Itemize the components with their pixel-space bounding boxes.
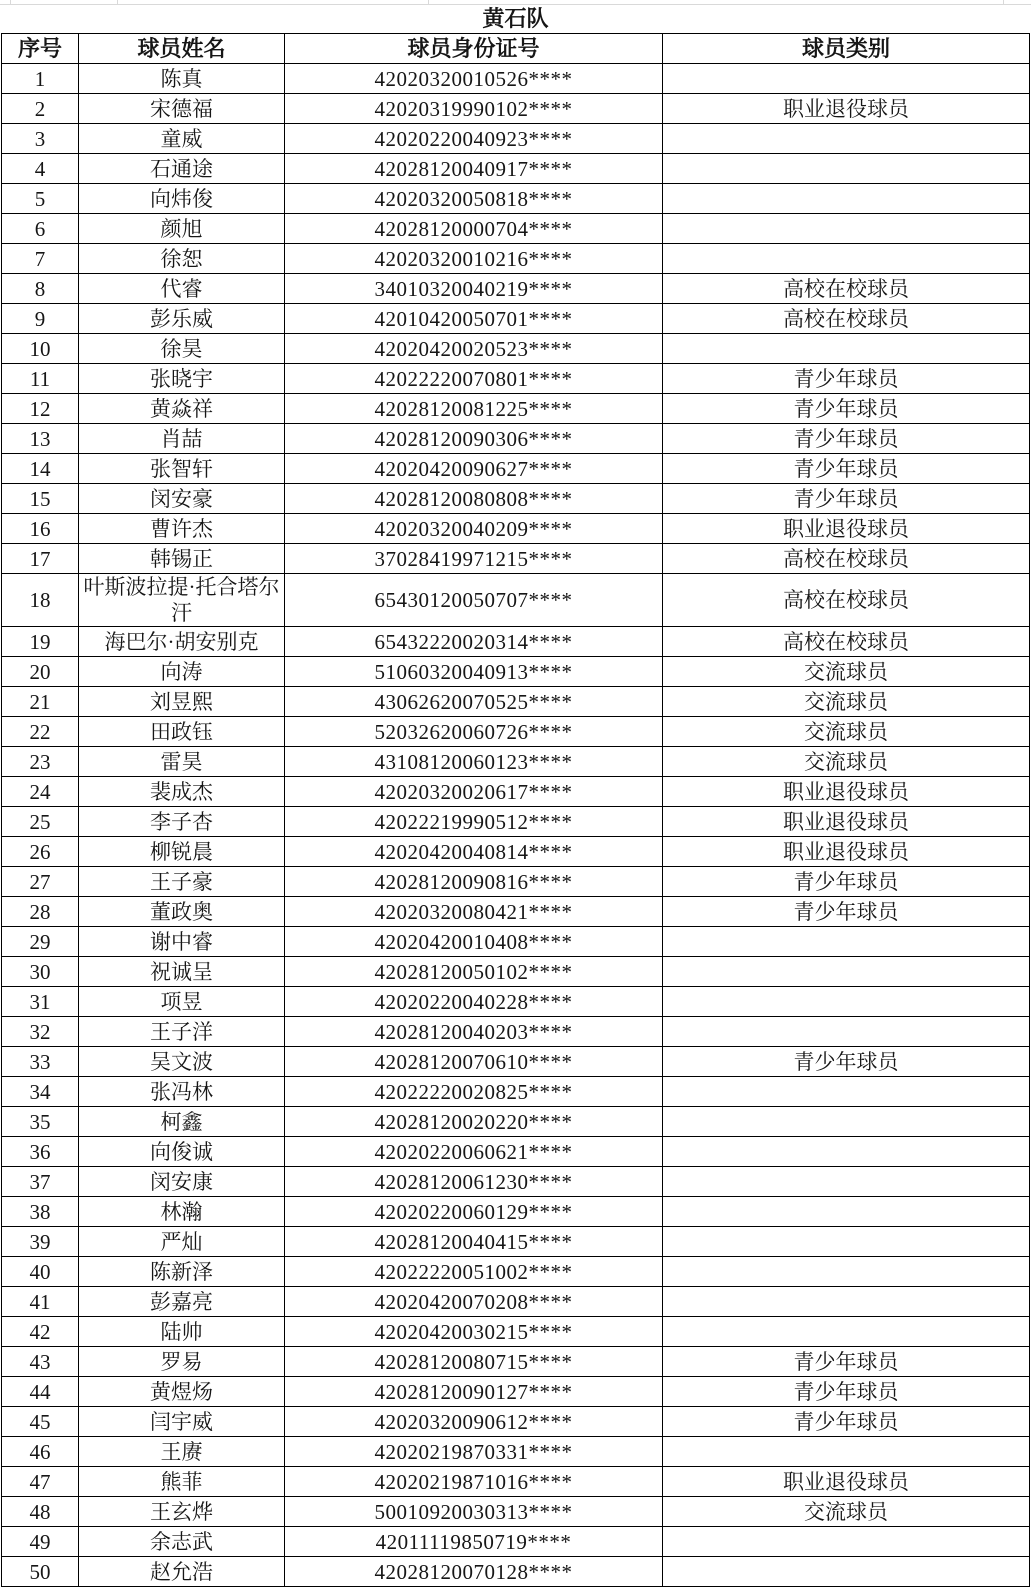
player-id-cell: 65432220020314**** bbox=[285, 627, 663, 657]
player-name-cell: 柯鑫 bbox=[79, 1107, 285, 1137]
table-row bbox=[2, 574, 1030, 627]
table-row bbox=[2, 544, 1030, 574]
table-row bbox=[2, 154, 1030, 184]
player-category-cell bbox=[663, 64, 1030, 94]
player-id-cell: 42020420030215**** bbox=[285, 1317, 663, 1347]
row-number-cell: 6 bbox=[2, 214, 79, 244]
table-row bbox=[2, 1047, 1030, 1077]
header-category: 球员类别 bbox=[663, 34, 1030, 64]
table-row bbox=[2, 747, 1030, 777]
player-name-cell: 张晓宇 bbox=[79, 364, 285, 394]
player-category-cell: 交流球员 bbox=[663, 687, 1030, 717]
table-row bbox=[2, 394, 1030, 424]
player-name-cell: 柳锐晨 bbox=[79, 837, 285, 867]
player-name-cell: 宋德福 bbox=[79, 94, 285, 124]
table-row bbox=[2, 1137, 1030, 1167]
player-name-cell: 陈真 bbox=[79, 64, 285, 94]
player-id-cell: 42028120050102**** bbox=[285, 957, 663, 987]
player-name-cell: 闵安豪 bbox=[79, 484, 285, 514]
table-row bbox=[2, 837, 1030, 867]
player-category-cell: 青少年球员 bbox=[663, 1047, 1030, 1077]
row-number-cell: 2 bbox=[2, 94, 79, 124]
row-number-cell: 4 bbox=[2, 154, 79, 184]
player-name-cell: 罗易 bbox=[79, 1347, 285, 1377]
row-number-cell: 10 bbox=[2, 334, 79, 364]
player-id-cell: 42020420070208**** bbox=[285, 1287, 663, 1317]
player-name-cell: 董政奥 bbox=[79, 897, 285, 927]
player-category-cell: 高校在校球员 bbox=[663, 574, 1030, 627]
player-id-cell: 42028120090306**** bbox=[285, 424, 663, 454]
player-category-cell: 职业退役球员 bbox=[663, 777, 1030, 807]
player-id-cell: 42020220060621**** bbox=[285, 1137, 663, 1167]
player-category-cell: 交流球员 bbox=[663, 1497, 1030, 1527]
player-id-cell: 42028120070128**** bbox=[285, 1557, 663, 1587]
row-number-cell: 48 bbox=[2, 1497, 79, 1527]
table-row bbox=[2, 627, 1030, 657]
player-category-cell bbox=[663, 1257, 1030, 1287]
row-number-cell: 15 bbox=[2, 484, 79, 514]
player-name-cell: 徐恕 bbox=[79, 244, 285, 274]
player-id-cell: 42020320090612**** bbox=[285, 1407, 663, 1437]
player-category-cell: 交流球员 bbox=[663, 657, 1030, 687]
table-row bbox=[2, 1017, 1030, 1047]
row-number-cell: 31 bbox=[2, 987, 79, 1017]
player-category-cell bbox=[663, 1107, 1030, 1137]
player-category-cell bbox=[663, 1317, 1030, 1347]
player-name-cell: 海巴尔·胡安别克 bbox=[79, 627, 285, 657]
table-row bbox=[2, 214, 1030, 244]
table-row bbox=[2, 957, 1030, 987]
player-name-cell: 李子杏 bbox=[79, 807, 285, 837]
table-row bbox=[2, 657, 1030, 687]
table-row bbox=[2, 867, 1030, 897]
player-name-cell: 吴文波 bbox=[79, 1047, 285, 1077]
player-name-cell: 刘昱熙 bbox=[79, 687, 285, 717]
player-id-cell: 42020319990102**** bbox=[285, 94, 663, 124]
player-name-cell: 韩锡正 bbox=[79, 544, 285, 574]
player-category-cell: 职业退役球员 bbox=[663, 94, 1030, 124]
table-row bbox=[2, 514, 1030, 544]
player-category-cell: 交流球员 bbox=[663, 747, 1030, 777]
row-number-cell: 33 bbox=[2, 1047, 79, 1077]
row-number-cell: 44 bbox=[2, 1377, 79, 1407]
player-id-cell: 42028120061230**** bbox=[285, 1167, 663, 1197]
row-number-cell: 45 bbox=[2, 1407, 79, 1437]
row-number-cell: 34 bbox=[2, 1077, 79, 1107]
table-row bbox=[2, 124, 1030, 154]
row-number-cell: 38 bbox=[2, 1197, 79, 1227]
player-category-cell: 职业退役球员 bbox=[663, 837, 1030, 867]
table-row bbox=[2, 184, 1030, 214]
player-id-cell: 37028419971215**** bbox=[285, 544, 663, 574]
row-number-cell: 37 bbox=[2, 1167, 79, 1197]
table-row bbox=[2, 454, 1030, 484]
player-category-cell: 青少年球员 bbox=[663, 394, 1030, 424]
row-number-cell: 11 bbox=[2, 364, 79, 394]
player-category-cell bbox=[663, 927, 1030, 957]
row-number-cell: 29 bbox=[2, 927, 79, 957]
player-category-cell bbox=[663, 244, 1030, 274]
player-category-cell bbox=[663, 1197, 1030, 1227]
player-id-cell: 42028120020220**** bbox=[285, 1107, 663, 1137]
player-id-cell: 42028120081225**** bbox=[285, 394, 663, 424]
player-id-cell: 42010420050701**** bbox=[285, 304, 663, 334]
row-number-cell: 18 bbox=[2, 574, 79, 627]
row-number-cell: 43 bbox=[2, 1347, 79, 1377]
player-category-cell: 高校在校球员 bbox=[663, 544, 1030, 574]
player-id-cell: 42020320080421**** bbox=[285, 897, 663, 927]
row-number-cell: 42 bbox=[2, 1317, 79, 1347]
player-name-cell: 张智轩 bbox=[79, 454, 285, 484]
player-name-cell: 叶斯波拉提·托合塔尔汗 bbox=[79, 574, 285, 627]
player-name-cell: 王子洋 bbox=[79, 1017, 285, 1047]
player-id-cell: 42020320010526**** bbox=[285, 64, 663, 94]
player-category-cell bbox=[663, 124, 1030, 154]
row-number-cell: 12 bbox=[2, 394, 79, 424]
player-name-cell: 祝诚呈 bbox=[79, 957, 285, 987]
player-name-cell: 彭嘉亮 bbox=[79, 1287, 285, 1317]
player-id-cell: 42020320050818**** bbox=[285, 184, 663, 214]
row-number-cell: 50 bbox=[2, 1557, 79, 1587]
player-name-cell: 闵安康 bbox=[79, 1167, 285, 1197]
player-category-cell bbox=[663, 1017, 1030, 1047]
table-row bbox=[2, 1107, 1030, 1137]
player-category-cell: 青少年球员 bbox=[663, 1407, 1030, 1437]
player-id-cell: 34010320040219**** bbox=[285, 274, 663, 304]
player-category-cell bbox=[663, 154, 1030, 184]
table-row bbox=[2, 424, 1030, 454]
player-category-cell: 高校在校球员 bbox=[663, 627, 1030, 657]
table-row bbox=[2, 364, 1030, 394]
table-row bbox=[2, 687, 1030, 717]
player-name-cell: 王子豪 bbox=[79, 867, 285, 897]
row-number-cell: 22 bbox=[2, 717, 79, 747]
row-number-cell: 13 bbox=[2, 424, 79, 454]
player-category-cell bbox=[663, 334, 1030, 364]
header-no: 序号 bbox=[2, 34, 79, 64]
row-number-cell: 46 bbox=[2, 1437, 79, 1467]
row-number-cell: 27 bbox=[2, 867, 79, 897]
player-name-cell: 裴成杰 bbox=[79, 777, 285, 807]
player-id-cell: 42028120040415**** bbox=[285, 1227, 663, 1257]
player-id-cell: 42028120080808**** bbox=[285, 484, 663, 514]
player-id-cell: 42020220040228**** bbox=[285, 987, 663, 1017]
row-number-cell: 40 bbox=[2, 1257, 79, 1287]
player-name-cell: 王玄烨 bbox=[79, 1497, 285, 1527]
player-name-cell: 闫宇威 bbox=[79, 1407, 285, 1437]
row-number-cell: 41 bbox=[2, 1287, 79, 1317]
player-category-cell bbox=[663, 1287, 1030, 1317]
player-id-cell: 42022220070801**** bbox=[285, 364, 663, 394]
player-category-cell: 职业退役球员 bbox=[663, 807, 1030, 837]
table-row bbox=[2, 1287, 1030, 1317]
player-id-cell: 42020420090627**** bbox=[285, 454, 663, 484]
player-name-cell: 余志武 bbox=[79, 1527, 285, 1557]
player-id-cell: 42020420040814**** bbox=[285, 837, 663, 867]
table-row bbox=[2, 1557, 1030, 1587]
player-category-cell: 高校在校球员 bbox=[663, 304, 1030, 334]
header-id-number: 球员身份证号 bbox=[285, 34, 663, 64]
table-row bbox=[2, 1197, 1030, 1227]
player-name-cell: 林瀚 bbox=[79, 1197, 285, 1227]
player-name-cell: 黄煜炀 bbox=[79, 1377, 285, 1407]
table-row bbox=[2, 987, 1030, 1017]
row-number-cell: 8 bbox=[2, 274, 79, 304]
row-number-cell: 5 bbox=[2, 184, 79, 214]
table-row bbox=[2, 244, 1030, 274]
table-row bbox=[2, 717, 1030, 747]
player-id-cell: 65430120050707**** bbox=[285, 574, 663, 627]
table-row bbox=[2, 1317, 1030, 1347]
player-name-cell: 陈新泽 bbox=[79, 1257, 285, 1287]
player-name-cell: 黄焱祥 bbox=[79, 394, 285, 424]
row-number-cell: 20 bbox=[2, 657, 79, 687]
player-id-cell: 42020219871016**** bbox=[285, 1467, 663, 1497]
table-row bbox=[2, 1077, 1030, 1107]
player-name-cell: 向炜俊 bbox=[79, 184, 285, 214]
player-category-cell bbox=[663, 1167, 1030, 1197]
row-number-cell: 23 bbox=[2, 747, 79, 777]
player-id-cell: 42020219870331**** bbox=[285, 1437, 663, 1467]
player-category-cell: 青少年球员 bbox=[663, 1377, 1030, 1407]
player-category-cell bbox=[663, 957, 1030, 987]
player-id-cell: 51060320040913**** bbox=[285, 657, 663, 687]
player-category-cell bbox=[663, 1437, 1030, 1467]
player-category-cell: 青少年球员 bbox=[663, 424, 1030, 454]
player-id-cell: 42020420010408**** bbox=[285, 927, 663, 957]
player-category-cell bbox=[663, 214, 1030, 244]
player-id-cell: 42020320040209**** bbox=[285, 514, 663, 544]
table-row bbox=[2, 1437, 1030, 1467]
row-number-cell: 24 bbox=[2, 777, 79, 807]
player-category-cell: 职业退役球员 bbox=[663, 1467, 1030, 1497]
row-number-cell: 19 bbox=[2, 627, 79, 657]
row-number-cell: 16 bbox=[2, 514, 79, 544]
player-name-cell: 颜旭 bbox=[79, 214, 285, 244]
player-category-cell: 交流球员 bbox=[663, 717, 1030, 747]
player-name-cell: 肖喆 bbox=[79, 424, 285, 454]
row-number-cell: 26 bbox=[2, 837, 79, 867]
player-name-cell: 彭乐威 bbox=[79, 304, 285, 334]
player-name-cell: 田政钰 bbox=[79, 717, 285, 747]
player-category-cell bbox=[663, 1527, 1030, 1557]
table-row bbox=[2, 304, 1030, 334]
player-id-cell: 42020420020523**** bbox=[285, 334, 663, 364]
player-name-cell: 徐昊 bbox=[79, 334, 285, 364]
row-number-cell: 9 bbox=[2, 304, 79, 334]
row-number-cell: 3 bbox=[2, 124, 79, 154]
player-name-cell: 王赓 bbox=[79, 1437, 285, 1467]
table-row bbox=[2, 1227, 1030, 1257]
table-row bbox=[2, 1347, 1030, 1377]
player-id-cell: 42028120090127**** bbox=[285, 1377, 663, 1407]
table-row bbox=[2, 927, 1030, 957]
player-id-cell: 42011119850719**** bbox=[285, 1527, 663, 1557]
player-id-cell: 42028120070610**** bbox=[285, 1047, 663, 1077]
player-category-cell bbox=[663, 987, 1030, 1017]
player-id-cell: 42028120040203**** bbox=[285, 1017, 663, 1047]
player-category-cell: 青少年球员 bbox=[663, 364, 1030, 394]
row-number-cell: 17 bbox=[2, 544, 79, 574]
header-player-name: 球员姓名 bbox=[79, 34, 285, 64]
row-number-cell: 1 bbox=[2, 64, 79, 94]
row-number-cell: 39 bbox=[2, 1227, 79, 1257]
row-number-cell: 30 bbox=[2, 957, 79, 987]
row-number-cell: 47 bbox=[2, 1467, 79, 1497]
row-number-cell: 14 bbox=[2, 454, 79, 484]
table-row bbox=[2, 1527, 1030, 1557]
player-name-cell: 严灿 bbox=[79, 1227, 285, 1257]
table-row bbox=[2, 807, 1030, 837]
player-name-cell: 熊菲 bbox=[79, 1467, 285, 1497]
player-category-cell: 青少年球员 bbox=[663, 484, 1030, 514]
player-category-cell: 高校在校球员 bbox=[663, 274, 1030, 304]
player-id-cell: 42020220040923**** bbox=[285, 124, 663, 154]
player-name-cell: 代睿 bbox=[79, 274, 285, 304]
table-row bbox=[2, 1257, 1030, 1287]
player-id-cell: 43062620070525**** bbox=[285, 687, 663, 717]
player-category-cell bbox=[663, 1077, 1030, 1107]
player-id-cell: 50010920030313**** bbox=[285, 1497, 663, 1527]
table-row bbox=[2, 777, 1030, 807]
player-id-cell: 42022220051002**** bbox=[285, 1257, 663, 1287]
player-name-cell: 张冯林 bbox=[79, 1077, 285, 1107]
player-category-cell bbox=[663, 184, 1030, 214]
table-row bbox=[2, 484, 1030, 514]
row-number-cell: 7 bbox=[2, 244, 79, 274]
player-category-cell: 青少年球员 bbox=[663, 1347, 1030, 1377]
player-id-cell: 43108120060123**** bbox=[285, 747, 663, 777]
row-number-cell: 35 bbox=[2, 1107, 79, 1137]
player-name-cell: 向俊诚 bbox=[79, 1137, 285, 1167]
player-id-cell: 52032620060726**** bbox=[285, 717, 663, 747]
player-category-cell bbox=[663, 1227, 1030, 1257]
player-name-cell: 陆帅 bbox=[79, 1317, 285, 1347]
table-row bbox=[2, 1467, 1030, 1497]
player-id-cell: 42020220060129**** bbox=[285, 1197, 663, 1227]
table-row bbox=[2, 1497, 1030, 1527]
row-number-cell: 49 bbox=[2, 1527, 79, 1557]
player-name-cell: 曹许杰 bbox=[79, 514, 285, 544]
player-name-cell: 项昱 bbox=[79, 987, 285, 1017]
player-name-cell: 石通途 bbox=[79, 154, 285, 184]
player-category-cell bbox=[663, 1557, 1030, 1587]
player-name-cell: 童威 bbox=[79, 124, 285, 154]
table-row bbox=[2, 897, 1030, 927]
player-category-cell: 青少年球员 bbox=[663, 867, 1030, 897]
table-row bbox=[2, 274, 1030, 304]
player-id-cell: 42022219990512**** bbox=[285, 807, 663, 837]
table-row bbox=[2, 334, 1030, 364]
player-category-cell bbox=[663, 1137, 1030, 1167]
player-category-cell: 职业退役球员 bbox=[663, 514, 1030, 544]
player-id-cell: 42020320020617**** bbox=[285, 777, 663, 807]
table-row bbox=[2, 1407, 1030, 1437]
table-row bbox=[2, 94, 1030, 124]
player-category-cell: 青少年球员 bbox=[663, 454, 1030, 484]
table-row bbox=[2, 1377, 1030, 1407]
player-id-cell: 42022220020825**** bbox=[285, 1077, 663, 1107]
header-row bbox=[2, 34, 1030, 64]
team-title: 黄石队 bbox=[482, 6, 549, 31]
player-id-cell: 42028120080715**** bbox=[285, 1347, 663, 1377]
player-name-cell: 雷昊 bbox=[79, 747, 285, 777]
row-number-cell: 21 bbox=[2, 687, 79, 717]
player-id-cell: 42028120090816**** bbox=[285, 867, 663, 897]
table-row bbox=[2, 64, 1030, 94]
row-number-cell: 28 bbox=[2, 897, 79, 927]
table-row bbox=[2, 1167, 1030, 1197]
row-number-cell: 32 bbox=[2, 1017, 79, 1047]
player-id-cell: 42028120040917**** bbox=[285, 154, 663, 184]
player-name-cell: 向涛 bbox=[79, 657, 285, 687]
player-name-cell: 赵允浩 bbox=[79, 1557, 285, 1587]
player-name-cell: 谢中睿 bbox=[79, 927, 285, 957]
player-roster-table bbox=[1, 33, 1030, 1587]
row-number-cell: 25 bbox=[2, 807, 79, 837]
row-number-cell: 36 bbox=[2, 1137, 79, 1167]
player-id-cell: 42020320010216**** bbox=[285, 244, 663, 274]
player-id-cell: 42028120000704**** bbox=[285, 214, 663, 244]
player-category-cell: 青少年球员 bbox=[663, 897, 1030, 927]
